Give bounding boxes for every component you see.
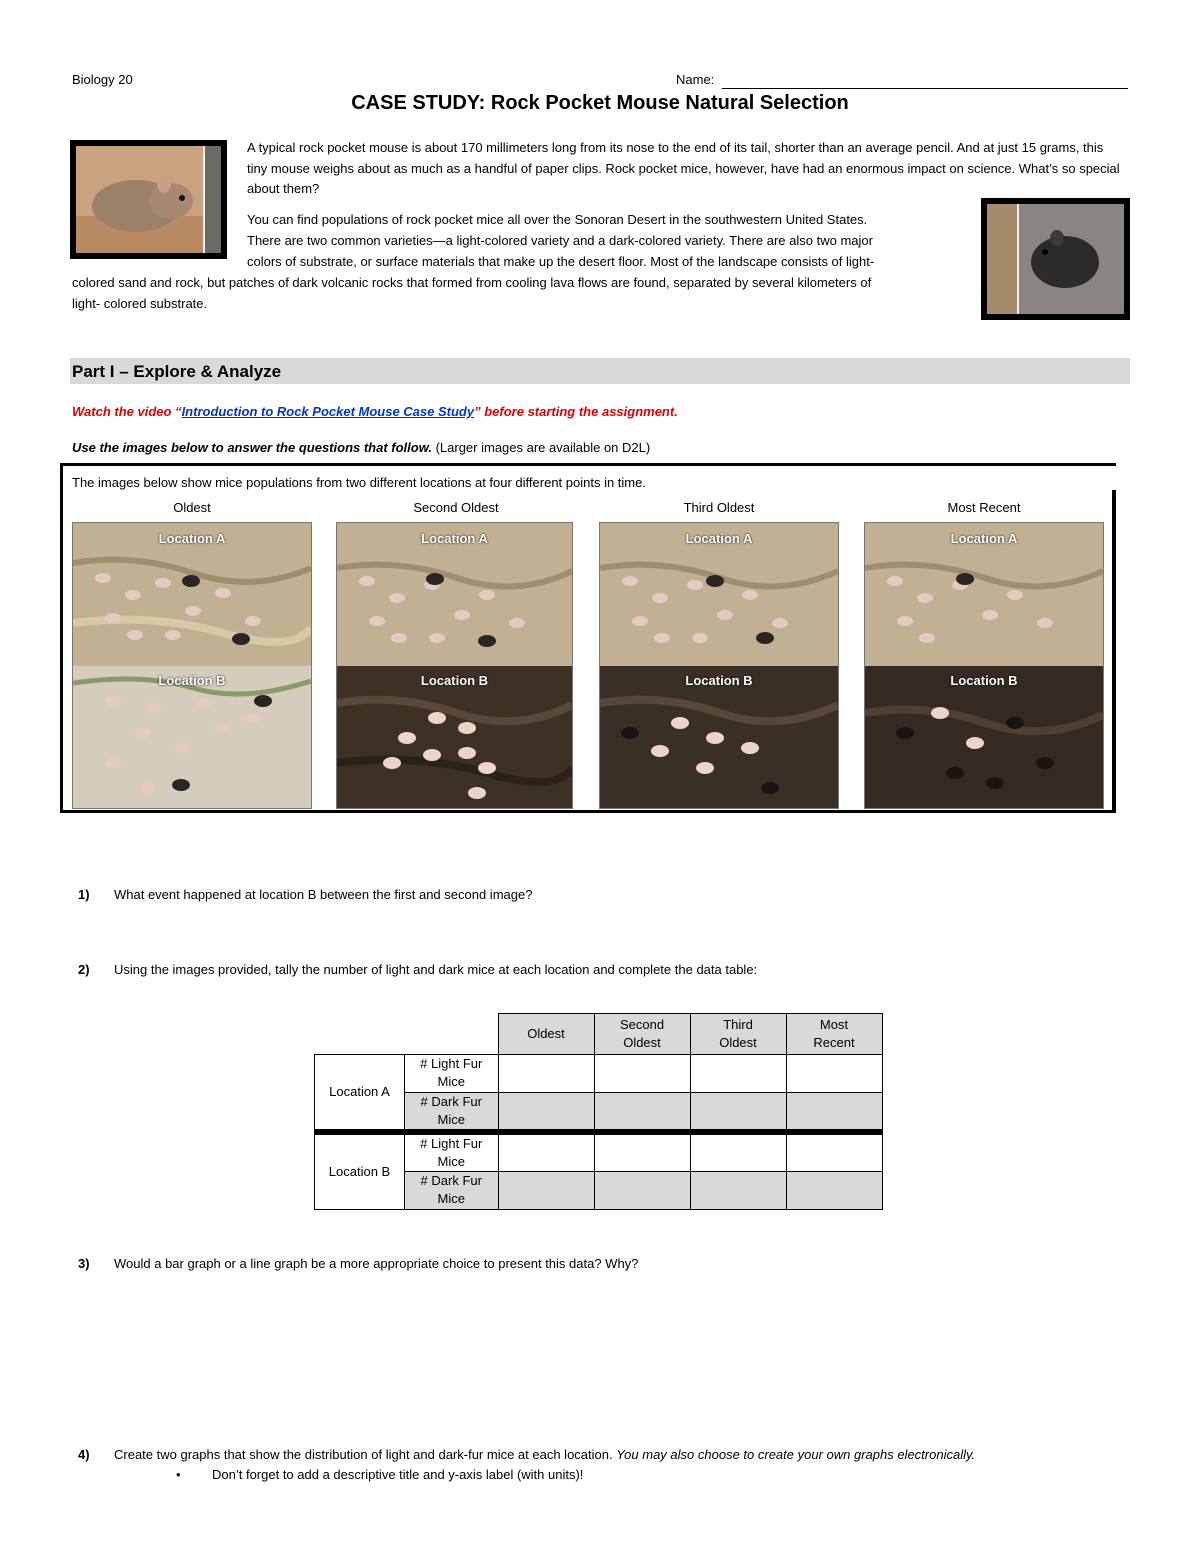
- cell-b-dark-second[interactable]: [594, 1171, 690, 1209]
- q4-bullet: Don’t forget to add a descriptive title and y-axis label (with units)!: [212, 1467, 584, 1482]
- cell-b-light-third[interactable]: [690, 1132, 786, 1172]
- th-second-line1: Second: [619, 1016, 665, 1032]
- name-field[interactable]: [722, 88, 1128, 89]
- cell-b-dark-recent[interactable]: [786, 1171, 882, 1209]
- panel-third-location-b: Location B: [685, 673, 753, 688]
- th-third-line2: Oldest: [719, 1034, 757, 1050]
- course-label: Biology 20: [72, 72, 133, 87]
- panel-oldest-location-b: Location B: [158, 673, 226, 688]
- watch-suffix: ” before starting the assignment.: [474, 404, 678, 419]
- b-light-line1: # Light Fur: [420, 1135, 483, 1151]
- use-images-bold: Use the images below to answer the questions that follow.: [72, 440, 432, 455]
- th-oldest-text: Oldest: [527, 1025, 565, 1041]
- q4-italic: You may also choose to create your own graphs electronically.: [616, 1447, 976, 1462]
- q1-text: What event happened at location B between the first and second image?: [114, 887, 533, 902]
- watch-prefix: Watch the video “: [72, 404, 182, 419]
- q1-number: 1): [78, 887, 90, 902]
- column-label-second-oldest: Second Oldest: [413, 500, 499, 515]
- th-recent-line2: Recent: [813, 1034, 855, 1050]
- cell-a-dark-third[interactable]: [690, 1092, 786, 1132]
- dark-line2: Mice: [437, 1111, 465, 1127]
- page-title: CASE STUDY: Rock Pocket Mouse Natural Selection: [351, 92, 849, 114]
- panel-third-location-a: Location A: [685, 531, 753, 546]
- row-a-dark-label: [405, 1092, 499, 1132]
- q4-text: [114, 1447, 975, 1462]
- cell-a-dark-recent[interactable]: [786, 1092, 882, 1132]
- q3-number: 3): [78, 1256, 90, 1271]
- cell-b-light-oldest[interactable]: [498, 1132, 594, 1172]
- cell-a-light-third[interactable]: [690, 1054, 786, 1092]
- th-third-line1: Third: [723, 1016, 753, 1032]
- bullet-dot: •: [176, 1467, 181, 1482]
- panel-second-oldest-image: [337, 523, 572, 808]
- images-caption: The images below show mice populations from two different locations at four different points in time.: [72, 475, 646, 490]
- column-label-most-recent: Most Recent: [947, 500, 1021, 515]
- panel-oldest-image: [73, 523, 311, 808]
- q3-text: Would a bar graph or a line graph be a more appropriate choice to present this data? Why?: [114, 1256, 639, 1271]
- panel-most-recent-image: [865, 523, 1103, 808]
- intro-paragraph-1: A typical rock pocket mouse is about 170 millimeters long from its nose to the end of its tail, shorter than an average pencil. And at just 15 grams, this tiny mouse weighs about as much as a handful of paper clips. Rock pocket mice, however, have had an enormous impact on science. What’s so special about them?: [247, 140, 1120, 196]
- video-link[interactable]: Introduction to Rock Pocket Mouse Case Study: [181, 404, 475, 419]
- light-line1: # Light Fur: [420, 1056, 483, 1071]
- cell-b-light-second[interactable]: [594, 1132, 690, 1172]
- column-label-oldest: Oldest: [173, 500, 211, 515]
- dark-line1: # Dark Fur: [420, 1093, 482, 1109]
- cell-b-light-recent[interactable]: [786, 1132, 882, 1172]
- intro-p2-line-4: colored sand and rock, but patches of dark volcanic rocks that formed from cooling lava flows are found, separated by several kilometers of: [72, 275, 872, 290]
- light-mouse-photo: [70, 140, 227, 259]
- row-location-b: Location B: [315, 1132, 405, 1210]
- panel-second-location-a: Location A: [421, 531, 488, 546]
- cell-b-dark-oldest[interactable]: [498, 1171, 594, 1209]
- panel-oldest: [72, 522, 312, 809]
- larger-images-note: (Larger images are available on D2L): [431, 440, 651, 455]
- tally-table: [314, 1013, 883, 1210]
- intro-p2-line-3: colors of substrate, or surface materials that make up the desert floor. Most of the landscape consists of light-: [247, 254, 875, 269]
- intro-p2-line-2: There are two common varieties—a light-colored variety and a dark-colored variety. There are also two major: [247, 233, 873, 248]
- intro-p2-line-1: You can find populations of rock pocket mice all over the Sonoran Desert in the southwestern United States.: [247, 212, 868, 227]
- cell-a-dark-oldest[interactable]: [498, 1092, 594, 1132]
- row-location-a: Location A: [315, 1054, 405, 1132]
- panel-third-oldest: [599, 522, 839, 809]
- name-label: Name:: [676, 72, 715, 87]
- row-b-dark-label: [405, 1171, 499, 1209]
- b-light-line2: Mice: [437, 1153, 465, 1169]
- q2-number: 2): [78, 962, 90, 977]
- q4-number: 4): [78, 1447, 90, 1462]
- dark-mouse-photo: [981, 198, 1130, 320]
- cell-a-light-oldest[interactable]: [498, 1054, 594, 1092]
- panel-second-oldest: [336, 522, 573, 809]
- watch-video-instruction: [72, 404, 678, 419]
- column-label-third-oldest: Third Oldest: [683, 500, 755, 515]
- panel-second-location-b: Location B: [420, 673, 489, 688]
- cell-a-light-second[interactable]: [594, 1054, 690, 1092]
- intro-p2-line-5: light- colored substrate.: [72, 296, 208, 311]
- b-dark-line1: # Dark Fur: [420, 1173, 482, 1188]
- cell-a-light-recent[interactable]: [786, 1054, 882, 1092]
- cell-b-dark-third[interactable]: [690, 1171, 786, 1209]
- light-line2: Mice: [437, 1074, 465, 1089]
- part-heading: Part I – Explore & Analyze: [72, 362, 282, 381]
- th-second-oldest: [594, 1014, 690, 1055]
- th-second-line2: Oldest: [623, 1034, 661, 1050]
- q4-main: Create two graphs that show the distribution of light and dark-fur mice at each location.: [114, 1447, 617, 1462]
- b-dark-line2: Mice: [437, 1191, 465, 1206]
- cell-a-dark-second[interactable]: [594, 1092, 690, 1132]
- th-oldest: [498, 1014, 594, 1055]
- th-most-recent: [786, 1014, 882, 1055]
- th-recent-line1: Most: [819, 1016, 849, 1032]
- use-images-instruction: [72, 440, 650, 455]
- th-third-oldest: [690, 1014, 786, 1055]
- panel-third-oldest-image: [600, 523, 838, 808]
- panel-most-recent: [864, 522, 1104, 809]
- q2-text: Using the images provided, tally the number of light and dark mice at each location and complete the data table:: [114, 962, 758, 977]
- panel-oldest-location-a: Location A: [158, 531, 226, 546]
- panel-recent-location-b: Location B: [950, 673, 1018, 688]
- row-b-light-label: [405, 1132, 499, 1172]
- row-a-light-label: [405, 1054, 499, 1092]
- image-box-right-border: [1112, 490, 1116, 813]
- panel-recent-location-a: Location A: [950, 531, 1018, 546]
